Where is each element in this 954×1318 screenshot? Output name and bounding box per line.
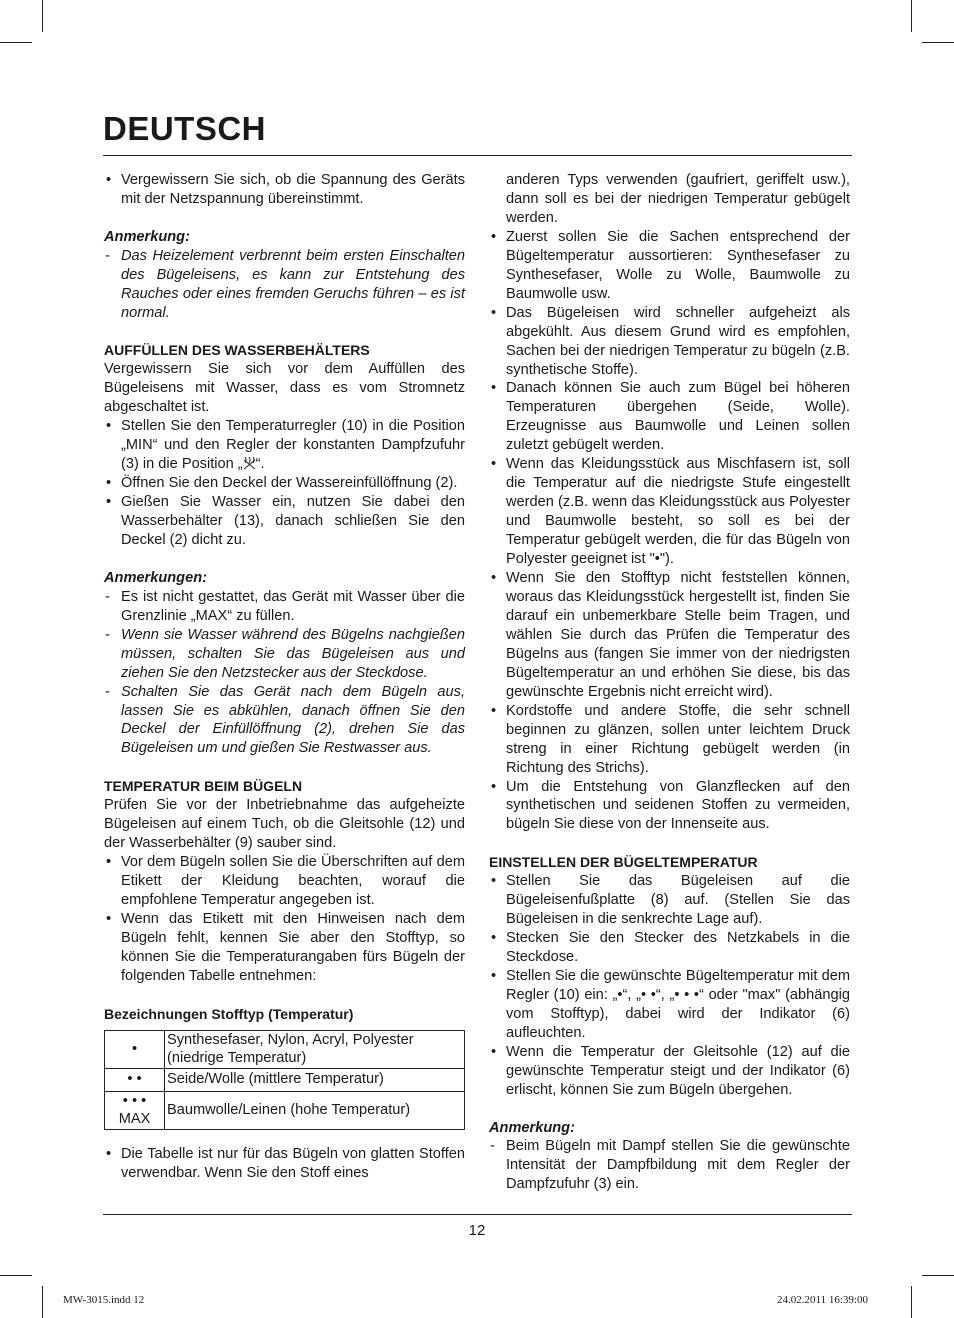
bullet-item: • Vergewissern Sie sich, ob die Spannung des Geräts mit der Netzspannung übereinstimmt. — [104, 171, 465, 209]
fabric-table — [104, 1030, 465, 1130]
crop-mark — [0, 42, 32, 43]
table-cell-symbol: • • • MAX — [105, 1091, 165, 1129]
note-heading: Anmerkung: — [489, 1119, 575, 1136]
bullet-item: • Um die Entstehung von Glanzflecken auf den synthetischen und seidenen Stoffen zu vermeiden, bügeln Sie diese von der Innenseite aus. — [489, 778, 850, 835]
bullet-item: • Stellen Sie den Temperaturregler (10) in die Position „MIN“ und den Regler der konstanten Dampfzufuhr (3) in die Position „ “. — [104, 417, 465, 474]
crop-mark — [42, 0, 43, 32]
bullet-item: • Zuerst sollen Sie die Sachen entsprechend der Bügeltemperatur aussortieren: Synthesefaser zu Synthesefaser, Wolle zu Wolle, Baumwolle zu Baumwolle usw. — [489, 228, 850, 304]
paragraph: anderen Typs verwenden (gaufriert, geriffelt usw.), dann soll es bei der niedrigen Temperatur gebügelt werden. — [506, 172, 850, 226]
bullet-item: • Wenn Sie den Stofftyp nicht feststellen können, woraus das Kleidungsstück hergestellt ist, finden Sie darauf ein unbemerkbare Stelle beim Tragen, und wählen Sie durch das Prüfen die Temperatur des Bügelns aus (fangen Sie immer von der niedrigsten Bügeltemperatur an und erhöhen Sie diese, bis das gewünschte Ergebnis nicht erreicht wird). — [489, 569, 850, 702]
right-column — [489, 171, 850, 1194]
bullet-item: • Stellen Sie das Bügeleisen auf die Bügeleisenfußplatte (8) auf. (Stellen Sie das Bügeleisen in die senkrechte Lage auf). — [489, 872, 850, 929]
table-heading: Bezeichnungen Stofftyp (Temperatur) — [104, 1005, 354, 1022]
section-heading: EINSTELLEN DER BÜGELTEMPERATUR — [489, 854, 758, 871]
bullet-item: • Gießen Sie Wasser ein, nutzen Sie dabei den Wasserbehälter (13), danach schließen Sie den Deckel (2) dicht zu. — [104, 493, 465, 550]
crop-mark — [911, 0, 912, 32]
print-slug-file: MW-3015.indd 12 — [63, 1294, 145, 1306]
crop-mark — [911, 1286, 912, 1318]
crop-mark — [42, 1286, 43, 1318]
left-column — [104, 171, 465, 1182]
print-slug-date: 24.02.2011 16:39:00 — [777, 1294, 868, 1306]
bullet-item: • Kordstoffe und andere Stoffe, die sehr schnell beginnen zu glänzen, sollen unter leichtem Druck streng in einer Richtung gebügelt werden (in Richtung des Strichs). — [489, 702, 850, 778]
page-title: DEUTSCH — [103, 110, 267, 147]
table-row — [105, 1030, 465, 1068]
paragraph: Prüfen Sie vor der Inbetriebnahme das aufgeheizte Bügeleisen auf einem Tuch, ob die Gleitsohle (12) und der Wasserbehälter (9) sauber sind. — [104, 797, 465, 852]
table-cell-symbol: • — [105, 1030, 165, 1068]
crop-mark — [922, 42, 954, 43]
table-cell-text: Seide/Wolle (mittlere Temperatur) — [165, 1068, 465, 1091]
bullet-item: • Vor dem Bügeln sollen Sie die Überschriften auf dem Etikett der Kleidung beachten, worauf die empfohlene Temperatur angegeben ist. — [104, 853, 465, 910]
table-row — [105, 1068, 465, 1091]
bullet-item: • Stellen Sie die gewünschte Bügeltemperatur mit dem Regler (10) ein: „•“, „• •“, „• • •“ oder "max" (abhängig vom Stofftyp), dabei wird der Indikator (6) aufleuchten. — [489, 967, 850, 1043]
note-item: - Es ist nicht gestattet, das Gerät mit Wasser über die Grenzlinie „MAX“ zu füllen. — [104, 588, 465, 626]
bullet-item: • Wenn die Temperatur der Gleitsohle (12) auf die gewünschte Temperatur steigt und der Indikator (6) erlischt, können Sie zum Bügeln übergehen. — [489, 1043, 850, 1100]
note-item: - Schalten Sie das Gerät nach dem Bügeln aus, lassen Sie es abkühlen, danach öffnen Sie den Deckel der Einfüllöffnung (2), drehen Sie das Bügeleisen um und gießen Sie Restwasser aus. — [104, 683, 465, 759]
crop-mark — [922, 1275, 954, 1276]
crop-mark — [0, 1275, 32, 1276]
section-heading: AUFFÜLLEN DES WASSERBEHÄLTERS — [104, 342, 370, 359]
steam-off-icon — [243, 456, 256, 470]
note-item: - Wenn sie Wasser während des Bügelns nachgießen müssen, schalten Sie das Bügeleisen aus und ziehen Sie den Netzstecker aus der Steckdose. — [104, 626, 465, 683]
table-cell-symbol: • • — [105, 1068, 165, 1091]
table-row — [105, 1091, 465, 1129]
paragraph: Vergewissern Sie sich vor dem Auffüllen des Bügeleisens mit Wasser, dass es vom Stromnetz abgeschaltet ist. — [104, 361, 465, 416]
bullet-item: • Stecken Sie den Stecker des Netzkabels in die Steckdose. — [489, 929, 850, 967]
table-cell-text: Synthesefaser, Nylon, Acryl, Polyester (niedrige Temperatur) — [165, 1030, 465, 1068]
section-heading: TEMPERATUR BEIM BÜGELN — [104, 778, 303, 795]
bullet-item: • Die Tabelle ist nur für das Bügeln von glatten Stoffen verwendbar. Wenn Sie den Stoff eines — [104, 1145, 465, 1183]
bullet-item: • Wenn das Kleidungsstück aus Mischfasern ist, soll die Temperatur auf die niedrigste Stufe eingestellt werden (z.B. wenn das Kleidungsstück aus Polyester und Baumwolle besteht, so soll es bei der Temperatur gebügelt werden, die für das Bügeln von Polyester geeignet ist "•"). — [489, 455, 850, 569]
bullet-item: • Wenn das Etikett mit den Hinweisen nach dem Bügeln fehlt, kennen Sie aber den Stofftyp, so können Sie die Temperaturangaben fürs Bügeln der folgenden Tabelle entnehmen: — [104, 910, 465, 986]
title-divider — [103, 155, 852, 156]
bullet-item: • Öffnen Sie den Deckel der Wassereinfüllöffnung (2). — [104, 474, 465, 493]
note-item: - Das Heizelement verbrennt beim ersten Einschalten des Bügeleisens, es kann zur Entstehung des Rauches oder eines fremden Geruchs führen – es ist normal. — [104, 247, 465, 323]
bullet-item: • Das Bügeleisen wird schneller aufgeheizt als abgekühlt. Aus diesem Grund wird es empfohlen, Sachen bei der niedrigen Temperatur zu bügeln (z.B. synthetische Stoffe). — [489, 304, 850, 380]
page-number: 12 — [468, 1222, 486, 1239]
note-heading: Anmerkung: — [104, 228, 190, 245]
table-cell-text: Baumwolle/Leinen (hohe Temperatur) — [165, 1091, 465, 1129]
footer-divider — [103, 1214, 852, 1215]
note-item: - Beim Bügeln mit Dampf stellen Sie die gewünschte Intensität der Dampfbildung mit dem Regler der Dampfzufuhr (3) ein. — [489, 1137, 850, 1194]
note-heading: Anmerkungen: — [104, 569, 207, 586]
bullet-item: • Danach können Sie auch zum Bügel bei höheren Temperaturen übergehen (Seide, Wolle). Erzeugnisse aus Baumwolle und Leinen sollen zuletzt gebügelt werden. — [489, 379, 850, 455]
